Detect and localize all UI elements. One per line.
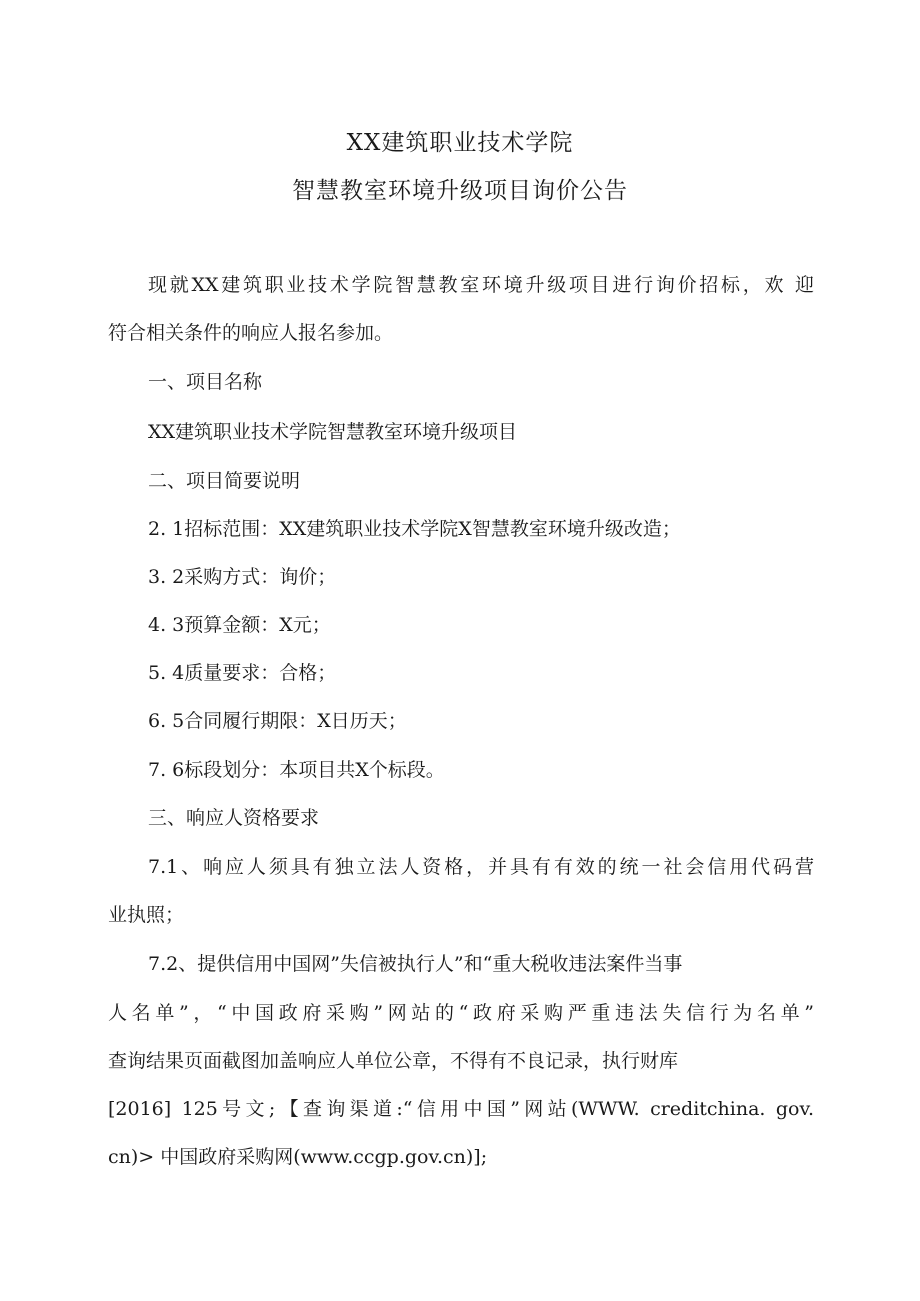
section-2-heading: 二、项目简要说明	[148, 470, 301, 492]
req-1-line-1: 7.1、响应人须具有独立法人资格，并具有有效的统一社会信用代码营	[148, 856, 814, 878]
item-quality: 5. 4质量要求：合格；	[148, 662, 337, 684]
item-scope: 2. 1招标范围：XX建筑职业技术学院X智慧教室环境升级改造；	[148, 518, 681, 540]
item-duration: 6. 5合同履行期限：X日历天；	[148, 710, 407, 732]
intro-line-2: 符合相关条件的响应人报名参加。	[108, 322, 394, 344]
item-lots: 7. 6标段划分：本项目共X个标段。	[148, 759, 445, 781]
section-1-heading: 一、项目名称	[148, 371, 263, 393]
req-2-line-4: [2016] 125号文;【查询渠道:“信用中国”网站(WWW. creditchina. gov.	[108, 1098, 814, 1120]
req-2-line-5: cn)> 中国政府采购网(www.ccgp.gov.cn)];	[108, 1146, 488, 1168]
req-2-line-3: 查询结果页面截图加盖响应人单位公章，不得有不良记录，执行财库	[108, 1050, 679, 1072]
title-line-2: 智慧教室环境升级项目询价公告	[292, 178, 628, 204]
req-2-line-2: 人名单”，“中国政府采购”网站的“政府采购严重违法失信行为名单”	[108, 1002, 814, 1024]
intro-line-1: 现就XX建筑职业技术学院智慧教室环境升级项目进行询价招标，欢 迎	[148, 274, 814, 296]
item-budget: 4. 3预算金额：X元；	[148, 614, 331, 636]
section-3-heading: 三、响应人资格要求	[148, 807, 320, 829]
project-name: XX建筑职业技术学院智慧教室环境升级项目	[148, 421, 518, 443]
item-method: 3. 2采购方式：询价；	[148, 566, 337, 588]
req-1-line-2: 业执照；	[108, 904, 185, 926]
req-2-line-1: 7.2、提供信用中国网”失信被执行人”和“重大税收违法案件当事	[148, 953, 683, 975]
title-line-1: XX建筑职业技术学院	[346, 130, 574, 156]
